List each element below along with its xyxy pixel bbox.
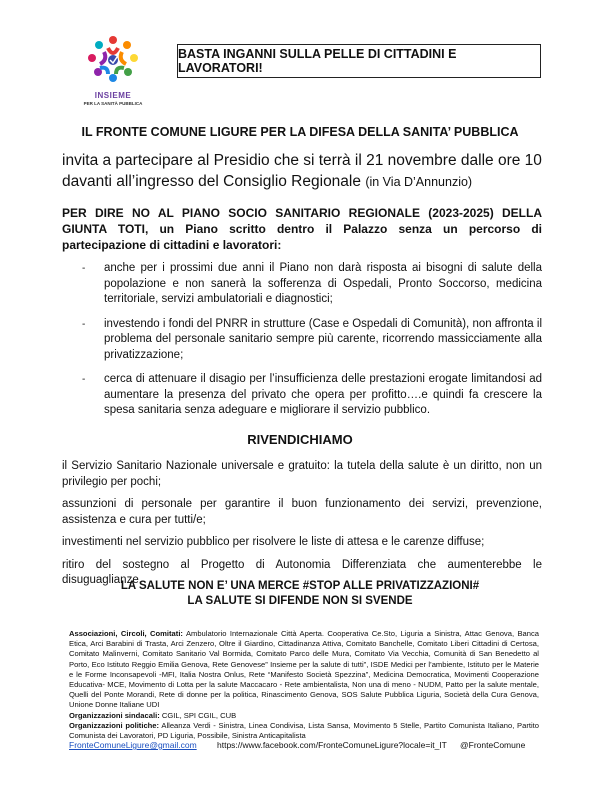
bullet-marker: -: [82, 263, 86, 274]
insieme-logo: [80, 34, 146, 112]
demands-heading: RIVENDICHIAMO: [247, 432, 353, 447]
bullet-marker: -: [82, 318, 86, 330]
banner-box: [177, 44, 541, 78]
logo-subtitle: PER LA SANITÀ PUBBLICA: [83, 101, 143, 106]
email-link[interactable]: FronteComuneLigure@gmail.com: [69, 740, 197, 750]
invitation-main: invita a partecipare al Presidio che si terrà il 21 novembre dalle ore 10 davanti all’ingresso del Consiglio Regionale: [62, 152, 542, 190]
demand-item: assunzioni di personale per garantire il buon funzionamento dei servizi, prevenzione, assistenza e cura per tutti/e;: [62, 498, 542, 526]
demand-item: investimenti nel servizio pubblico per risolvere le liste di attesa e le carenze diffuse;: [62, 536, 485, 548]
political-label: Organizzazioni politiche:: [69, 720, 160, 730]
invitation-place: (in Via D’Annunzio): [365, 175, 473, 189]
associations-block: [69, 629, 539, 711]
political-block: [69, 721, 539, 741]
twitter-handle: @FronteComune: [460, 740, 526, 750]
political-list: Alleanza Verdi - Sinistra, Linea Condivisa, Lista Sansa, Movimento 5 Stelle, Partito Comunista Italiano, Partito Comunista dei Lavoratori, PD Liguria, Possibile, Sinistra Anticapitalista: [69, 720, 539, 741]
slogans: [0, 579, 600, 609]
people-circle-icon: [80, 34, 146, 92]
banner-text: BASTA INGANNI SULLA PELLE DI CITTADINI E LAVORATORI!: [178, 47, 457, 75]
associations-list: Ambulatorio Internazionale Città Aperta. Cooperativa Ce.Sto, Liguria a Sinistra, Attac Genova, Banca Etica, Arci Barabini di Trasta, Arci Zenzero, Oltre il Giardino, Cittadinanza Attiva, Comitato Banchelle, Comitato Liberi Cittadini di Certosa, Comitato Malinverni, Comitato Sanitario Val Bormida, Comitato Parco delle Mura, Comitato Via Vecchia, Comunità di San Benedetto al Porto, Eco Istituto Reggio Emilia Genova, Rete Genovese” Insieme per la salute di tutti”, ISDE Medici per l’ambiente, Istituto per le Materie e le Forme Inconsapevoli -MFI, Italia Nostra Onlus, Rete “Manifesto Società Spezzina”, Medicina Democratica, Movimenti Cooperazione Educativa- MCE, Movimento di Lotta per la salute Maccacaro - Rete ambientalista, Non una di meno - NUDM, Patto per la salute mentale, Quelli del Ponte Morandi, Rete di donne per la politica, Rinascimento Genova, SOS Salute Pubblica Liguria, Società della Cura Genova, Unione Donne Italiane UDI: [69, 629, 539, 710]
list-item-text: cerca di attenuare il disagio per l’insufficienza delle prestazioni erogate limitandosi ad aumentare la presenza del privato che opera per profitto….e quindi fa crescere la spesa sanitaria senza adeguare e migliorare il servizio pubblico.: [104, 373, 542, 416]
unions-label: Organizzazioni sindacali:: [69, 710, 160, 720]
slogan-line: LA SALUTE SI DIFENDE NON SI SVENDE: [187, 595, 413, 607]
list-item: [82, 372, 542, 419]
bullet-marker: -: [82, 374, 86, 385]
demand-item: il Servizio Sanitario Nazionale universale e gratuito: la tutela della salute è un diritto, non un privilegio per pochi;: [62, 460, 542, 488]
slogan-line: LA SALUTE NON E’ UNA MERCE #STOP ALLE PRIVATIZZAZIONI#: [120, 580, 480, 592]
facebook-link[interactable]: https://www.facebook.com/FronteComuneLigure?locale=it_IT: [217, 740, 447, 750]
list-item: [82, 317, 542, 364]
unions-block: [69, 711, 539, 721]
associations-label: Associazioni, Circoli, Comitati:: [69, 629, 183, 638]
adhering-organizations: [69, 629, 539, 741]
logo-name: INSIEME: [94, 91, 132, 100]
opposition-statement: PER DIRE NO AL PIANO SOCIO SANITARIO REGIONALE (2023-2025) DELLA GIUNTA TOTI, un Piano scritto dentro il Palazzo senza un percorso di partecipazione di cittadini e lavoratori:: [62, 206, 542, 252]
demand-item: ritiro del sostegno al Progetto di Autonomia Differenziata che aumenterebbe le disuguaglianze.: [62, 558, 542, 586]
unions-list: CGIL, SPI CGIL, CUB: [161, 710, 237, 720]
invitation-text: [62, 150, 552, 193]
criticism-list: [82, 261, 542, 428]
list-item-text: investendo i fondi del PNRR in strutture (Case e Ospedali di Comunità), non affronta il problema del personale sanitario sempre più carente, ricorrendo massicciamente alla privatizzazione;: [104, 317, 542, 361]
list-item: [82, 261, 542, 308]
organizer-heading: IL FRONTE COMUNE LIGURE PER LA DIFESA DELLA SANITA’ PUBBLICA: [81, 125, 519, 139]
list-item-text: anche per i prossimi due anni il Piano non darà risposta ai bisogni di salute della popolazione e non sanerà la sofferenza di Ospedali, Pronto Soccorso, medicina territoriale, servizi ambulatoriali e diagnostici;: [104, 262, 542, 305]
demands-list: [62, 459, 542, 596]
